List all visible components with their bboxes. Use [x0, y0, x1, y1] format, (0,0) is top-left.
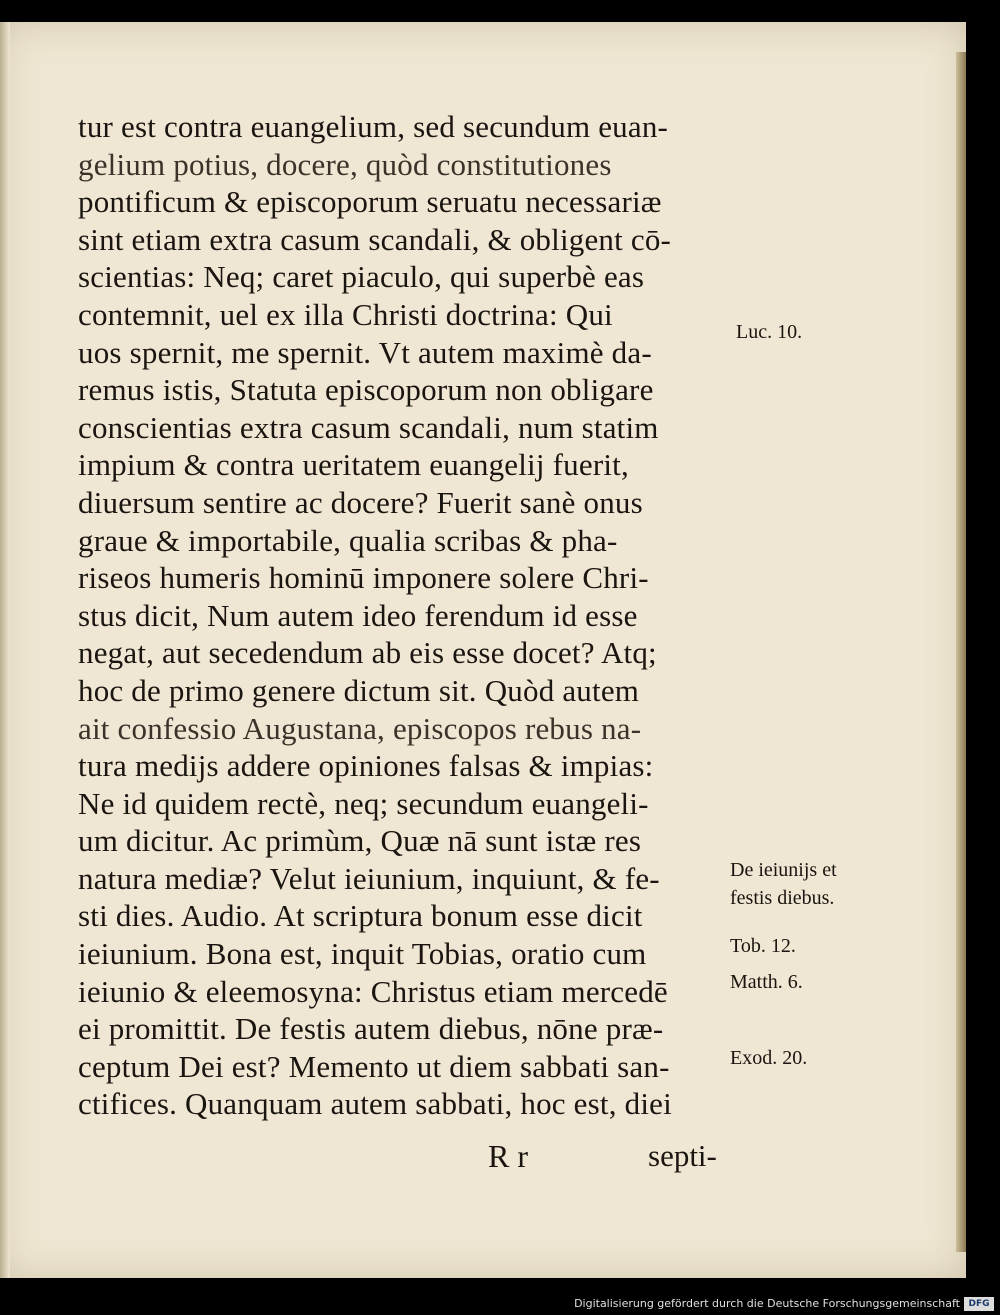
footer-bar — [0, 1293, 1000, 1315]
text-line-24: ieiunio & eleemosyna: Christus etiam mercedē — [78, 973, 668, 1009]
text-line-2: gelium potius, docere, quòd constitutiones — [78, 146, 612, 182]
text-line-9: conscientias extra casum scandali, num statim — [78, 409, 659, 445]
book-page — [0, 22, 966, 1278]
text-line-5: scientias: Neq; caret piaculo, qui superbè eas — [78, 259, 645, 295]
signature-mark: R r — [488, 1138, 528, 1174]
text-line-23: ieiunium. Bona est, inquit Tobias, oratio cum — [78, 936, 647, 972]
marginal-note-matth: Matth. 6. — [730, 971, 803, 993]
text-line-14: stus dicit, Num autem ideo ferendum id esse — [78, 597, 638, 633]
marginal-note-ieiunijs-line2: festis diebus. — [730, 887, 835, 909]
marginal-note-ieiunijs-line1: De ieiunijs et — [730, 859, 837, 881]
text-line-8: remus istis, Statuta episcoporum non obligare — [78, 372, 654, 408]
catchword: septi- — [648, 1138, 717, 1173]
text-line-19: Ne id quidem rectè, neq; secundum euangeli- — [78, 785, 649, 821]
digitization-credit: Digitalisierung gefördert durch die Deutsche Forschungsgemeinschaft — [574, 1297, 960, 1310]
text-line-7: uos spernit, me spernit. Vt autem maximè da- — [78, 334, 652, 370]
page-spine-shadow — [0, 22, 10, 1278]
text-line-20: um dicitur. Ac primùm, Quæ nā sunt istæ res — [78, 823, 642, 859]
text-line-1: tur est contra euangelium, sed secundum euan- — [78, 109, 669, 144]
text-line-13: riseos humeris hominū imponere solere Chri- — [78, 560, 649, 596]
body-text — [78, 108, 728, 1123]
text-line-10: impium & contra ueritatem euangelij fuerit, — [78, 447, 629, 483]
text-line-11: diuersum sentire ac docere? Fuerit sanè onus — [78, 484, 643, 520]
text-line-22: sti dies. Audio. At scriptura bonum esse dicit — [78, 898, 643, 934]
text-line-4: sint etiam extra casum scandali, & obligent cō- — [78, 221, 672, 257]
marginal-note-tob: Tob. 12. — [730, 935, 796, 957]
text-line-15: negat, aut secedendum ab eis esse docet? Atq; — [78, 635, 657, 671]
text-line-21: natura mediæ? Velut ieiunium, inquiunt, & fe- — [78, 860, 660, 896]
marginal-note-exod: Exod. 20. — [730, 1047, 808, 1069]
text-line-27: ctifices. Quanquam autem sabbati, hoc est, diei — [78, 1086, 672, 1122]
text-line-3: pontificum & episcoporum seruatu necessariæ — [78, 184, 662, 220]
marginal-note-luc: Luc. 10. — [736, 321, 803, 343]
text-line-25: ei promittit. De festis autem diebus, nōne præ- — [78, 1011, 664, 1047]
text-line-16: hoc de primo genere dictum sit. Quòd autem — [78, 672, 640, 708]
dfg-logo: DFG — [964, 1297, 994, 1311]
text-line-6: contemnit, uel ex illa Christi doctrina: Qui — [78, 296, 613, 332]
text-line-18: tura medijs addere opiniones falsas & impias: — [78, 748, 654, 784]
text-line-26: ceptum Dei est? Memento ut diem sabbati san- — [78, 1048, 670, 1084]
text-line-17: ait confessio Augustana, episcopos rebus na- — [78, 710, 642, 746]
text-line-12: graue & importabile, qualia scribas & pha- — [78, 522, 618, 558]
page-edge — [956, 52, 966, 1252]
